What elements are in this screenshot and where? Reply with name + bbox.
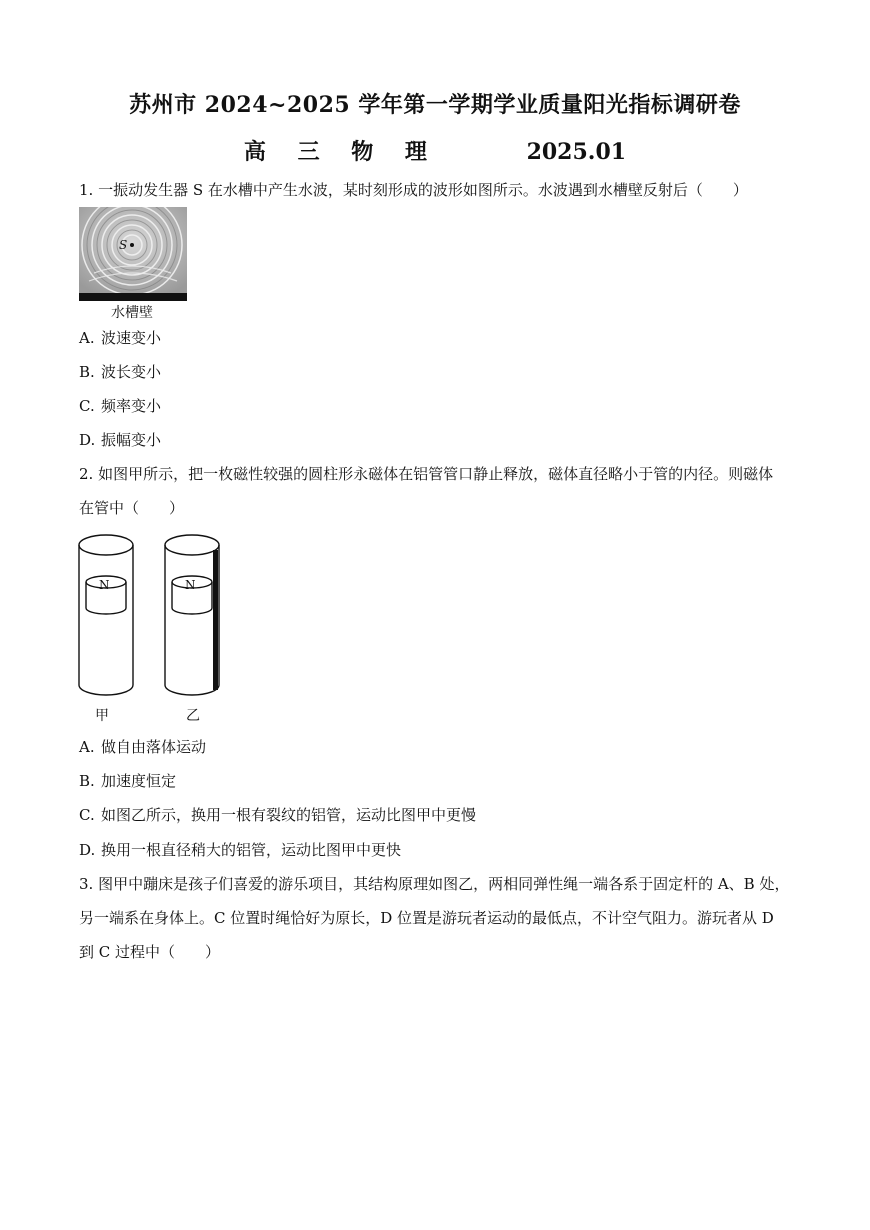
exam-title: 苏州市 2024~2025 学年第一学期学业质量阳光指标调研卷: [129, 92, 741, 118]
source-point: [130, 243, 134, 247]
exam-date: 2025.01: [526, 139, 627, 165]
aluminum-tube-figure: [76, 530, 236, 700]
figure-caption-tank-wall: 水槽壁: [111, 305, 153, 321]
figure-caption-jia: 甲: [95, 708, 109, 724]
q2-option-c: C. 如图乙所示，换用一根有裂纹的铝管，运动比图甲中更慢: [79, 806, 477, 824]
q2-option-d: D. 换用一根直径稍大的铝管，运动比图甲中更快: [79, 841, 402, 859]
magnet-label-right: N: [185, 578, 196, 592]
q1-option-a: A. 波速变小: [79, 329, 162, 347]
q1-option-d: D. 振幅变小: [79, 431, 162, 449]
q3-stem-line3: 到 C 过程中（ ）: [79, 943, 221, 961]
water-wave-figure: [79, 207, 187, 303]
tube-crack: [213, 550, 218, 690]
subject-label: 高 三 物 理: [243, 139, 439, 165]
q3-stem-line1: 3. 图甲中蹦床是孩子们喜爱的游乐项目，其结构原理如图乙，两相同弹性绳一端各系于固定杆的 A、B 处，: [79, 875, 790, 893]
q1-option-c: C. 频率变小: [79, 397, 162, 415]
q2-stem-line1: 2. 如图甲所示，把一枚磁性较强的圆柱形永磁体在铝管管口静止释放，磁体直径略小于管的内径。则磁体: [79, 465, 774, 483]
q2-option-a: A. 做自由落体运动: [79, 738, 207, 756]
figure-caption-yi: 乙: [186, 708, 200, 724]
q3-stem-line2: 另一端系在身体上。C 位置时绳恰好为原长，D 位置是游玩者运动的最低点，不计空气阻力。游玩者从 D: [79, 909, 774, 927]
q2-option-b: B. 加速度恒定: [79, 772, 177, 790]
tank-wall: [79, 293, 187, 301]
magnet-label-left: N: [99, 578, 110, 592]
exam-subtitle: [0, 135, 870, 166]
q2-stem-line2: 在管中（ ）: [79, 499, 185, 517]
q1-stem: 1. 一振动发生器 S 在水槽中产生水波，某时刻形成的波形如图所示。水波遇到水槽壁反射后（ ）: [79, 181, 748, 199]
source-label: S: [119, 238, 128, 252]
q1-option-b: B. 波长变小: [79, 363, 162, 381]
